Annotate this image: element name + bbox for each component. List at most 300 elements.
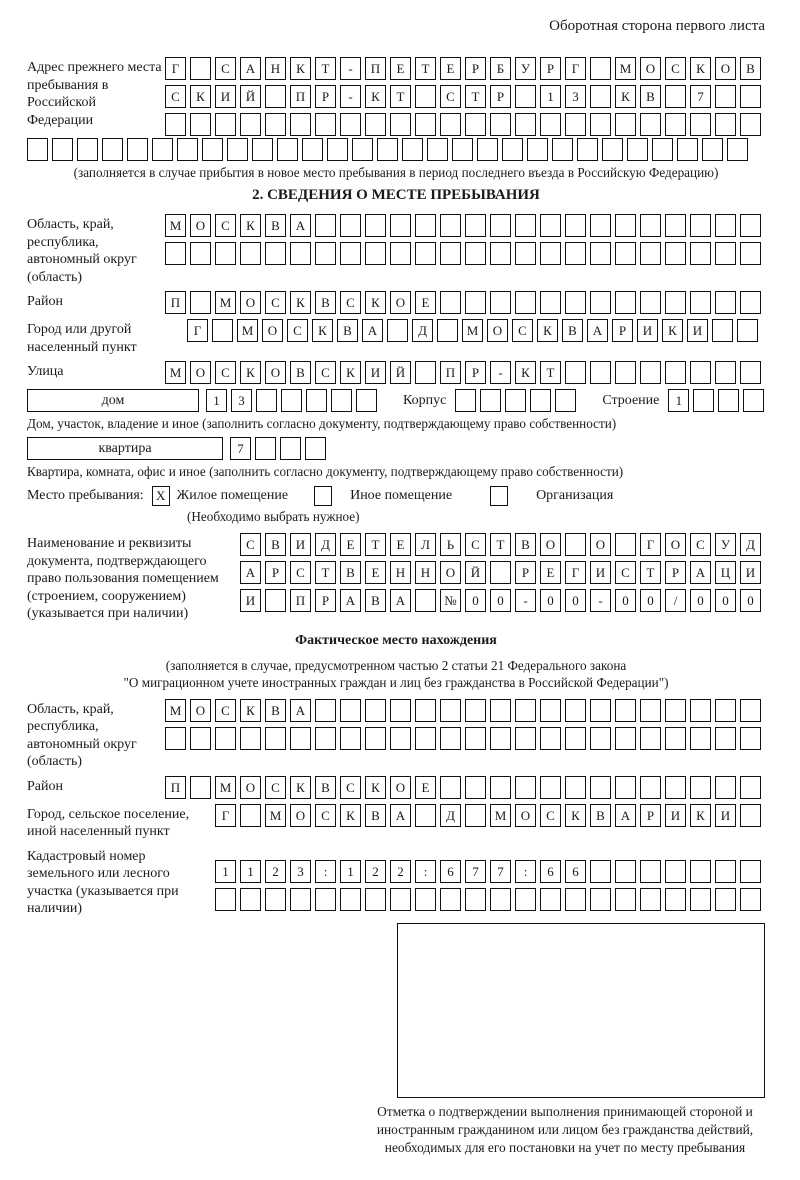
char-cell[interactable] — [590, 776, 611, 799]
char-cell[interactable] — [652, 138, 673, 161]
char-cell[interactable]: И — [637, 319, 658, 342]
char-cell[interactable]: К — [662, 319, 683, 342]
char-cell[interactable]: В — [365, 589, 386, 612]
char-cell[interactable]: К — [565, 804, 586, 827]
char-cell[interactable]: С — [315, 361, 336, 384]
char-cell[interactable] — [565, 291, 586, 314]
char-cell[interactable] — [565, 888, 586, 911]
char-cell[interactable]: 0 — [565, 589, 586, 612]
char-cell[interactable] — [437, 319, 458, 342]
char-cell[interactable]: И — [715, 804, 736, 827]
char-cell[interactable] — [665, 242, 686, 265]
char-cell[interactable]: С — [440, 85, 461, 108]
char-cell[interactable] — [281, 389, 302, 412]
char-cell[interactable] — [615, 214, 636, 237]
char-cell[interactable] — [565, 113, 586, 136]
char-cell[interactable] — [565, 214, 586, 237]
char-cell[interactable] — [415, 804, 436, 827]
char-cell[interactable]: С — [315, 804, 336, 827]
char-cell[interactable]: С — [290, 561, 311, 584]
char-cell[interactable] — [165, 242, 186, 265]
char-cell[interactable]: 6 — [440, 860, 461, 883]
char-cell[interactable] — [280, 437, 301, 460]
char-cell[interactable] — [340, 214, 361, 237]
char-cell[interactable] — [740, 291, 761, 314]
char-cell[interactable]: 3 — [290, 860, 311, 883]
char-cell[interactable]: 0 — [490, 589, 511, 612]
char-cell[interactable]: 0 — [740, 589, 761, 612]
char-cell[interactable] — [540, 699, 561, 722]
char-cell[interactable] — [718, 389, 739, 412]
char-cell[interactable] — [177, 138, 198, 161]
char-cell[interactable] — [390, 727, 411, 750]
char-cell[interactable] — [740, 242, 761, 265]
char-cell[interactable]: О — [665, 533, 686, 556]
char-cell[interactable]: Р — [465, 361, 486, 384]
char-cell[interactable] — [627, 138, 648, 161]
char-cell[interactable] — [665, 85, 686, 108]
char-cell[interactable]: Й — [240, 85, 261, 108]
char-cell[interactable] — [315, 888, 336, 911]
char-cell[interactable] — [690, 214, 711, 237]
char-cell[interactable] — [515, 291, 536, 314]
char-cell[interactable]: 7 — [690, 85, 711, 108]
char-cell[interactable] — [640, 699, 661, 722]
char-cell[interactable] — [365, 699, 386, 722]
char-cell[interactable] — [365, 113, 386, 136]
char-cell[interactable]: 2 — [390, 860, 411, 883]
char-cell[interactable]: - — [340, 57, 361, 80]
char-cell[interactable] — [27, 138, 48, 161]
char-cell[interactable]: К — [515, 361, 536, 384]
char-cell[interactable]: С — [665, 57, 686, 80]
char-cell[interactable]: Т — [365, 533, 386, 556]
char-cell[interactable] — [577, 138, 598, 161]
char-cell[interactable]: Т — [415, 57, 436, 80]
char-cell[interactable]: - — [590, 589, 611, 612]
char-cell[interactable] — [640, 888, 661, 911]
char-cell[interactable]: Р — [315, 85, 336, 108]
char-cell[interactable] — [440, 776, 461, 799]
char-cell[interactable]: Р — [315, 589, 336, 612]
char-cell[interactable] — [356, 389, 377, 412]
char-cell[interactable] — [265, 888, 286, 911]
char-cell[interactable]: М — [462, 319, 483, 342]
char-cell[interactable] — [440, 727, 461, 750]
char-cell[interactable]: Р — [665, 561, 686, 584]
char-cell[interactable] — [390, 242, 411, 265]
char-cell[interactable] — [740, 361, 761, 384]
char-cell[interactable] — [540, 291, 561, 314]
char-cell[interactable] — [465, 113, 486, 136]
char-cell[interactable]: В — [640, 85, 661, 108]
char-cell[interactable] — [640, 214, 661, 237]
char-cell[interactable]: О — [190, 361, 211, 384]
char-cell[interactable]: Е — [365, 561, 386, 584]
char-cell[interactable]: П — [165, 291, 186, 314]
char-cell[interactable]: Ь — [440, 533, 461, 556]
char-cell[interactable]: С — [215, 57, 236, 80]
char-cell[interactable]: С — [215, 214, 236, 237]
char-cell[interactable] — [740, 804, 761, 827]
char-cell[interactable]: Г — [565, 561, 586, 584]
char-cell[interactable] — [615, 860, 636, 883]
char-cell[interactable] — [490, 727, 511, 750]
char-cell[interactable]: А — [340, 589, 361, 612]
char-cell[interactable] — [265, 113, 286, 136]
char-cell[interactable]: К — [290, 776, 311, 799]
char-cell[interactable] — [365, 242, 386, 265]
char-cell[interactable] — [690, 113, 711, 136]
char-cell[interactable] — [212, 319, 233, 342]
char-cell[interactable]: 1 — [215, 860, 236, 883]
char-cell[interactable] — [740, 888, 761, 911]
char-cell[interactable]: И — [687, 319, 708, 342]
char-cell[interactable]: 0 — [465, 589, 486, 612]
char-cell[interactable]: 6 — [565, 860, 586, 883]
char-cell[interactable]: О — [190, 699, 211, 722]
char-cell[interactable] — [290, 888, 311, 911]
char-cell[interactable]: Т — [390, 85, 411, 108]
char-cell[interactable] — [340, 113, 361, 136]
char-cell[interactable] — [352, 138, 373, 161]
char-cell[interactable]: А — [390, 804, 411, 827]
char-cell[interactable] — [615, 242, 636, 265]
char-cell[interactable]: К — [537, 319, 558, 342]
char-cell[interactable] — [327, 138, 348, 161]
char-cell[interactable] — [440, 242, 461, 265]
char-cell[interactable] — [565, 242, 586, 265]
char-cell[interactable] — [715, 699, 736, 722]
char-cell[interactable] — [665, 727, 686, 750]
char-cell[interactable] — [215, 242, 236, 265]
char-cell[interactable]: 1 — [340, 860, 361, 883]
char-cell[interactable] — [290, 727, 311, 750]
char-cell[interactable] — [415, 242, 436, 265]
char-cell[interactable]: И — [240, 589, 261, 612]
char-cell[interactable] — [440, 888, 461, 911]
char-cell[interactable] — [505, 389, 526, 412]
char-cell[interactable]: № — [440, 589, 461, 612]
char-cell[interactable]: 0 — [690, 589, 711, 612]
char-cell[interactable]: Е — [540, 561, 561, 584]
char-cell[interactable]: 3 — [231, 389, 252, 412]
char-cell[interactable] — [540, 776, 561, 799]
char-cell[interactable] — [490, 113, 511, 136]
char-cell[interactable]: Й — [390, 361, 411, 384]
char-cell[interactable] — [665, 214, 686, 237]
char-cell[interactable]: В — [290, 361, 311, 384]
char-cell[interactable] — [465, 214, 486, 237]
char-cell[interactable] — [427, 138, 448, 161]
char-cell[interactable] — [415, 361, 436, 384]
char-cell[interactable]: С — [165, 85, 186, 108]
char-cell[interactable]: 0 — [615, 589, 636, 612]
char-cell[interactable] — [690, 699, 711, 722]
char-cell[interactable] — [440, 699, 461, 722]
char-cell[interactable]: В — [315, 776, 336, 799]
char-cell[interactable] — [465, 727, 486, 750]
char-cell[interactable]: 0 — [540, 589, 561, 612]
char-cell[interactable] — [315, 113, 336, 136]
char-cell[interactable]: Т — [465, 85, 486, 108]
char-cell[interactable] — [565, 533, 586, 556]
char-cell[interactable] — [480, 389, 501, 412]
char-cell[interactable] — [640, 361, 661, 384]
char-cell[interactable]: : — [515, 860, 536, 883]
char-cell[interactable]: К — [190, 85, 211, 108]
char-cell[interactable] — [190, 291, 211, 314]
char-cell[interactable] — [715, 85, 736, 108]
char-cell[interactable]: С — [615, 561, 636, 584]
char-cell[interactable]: Е — [390, 533, 411, 556]
char-cell[interactable] — [715, 291, 736, 314]
char-cell[interactable] — [240, 888, 261, 911]
char-cell[interactable]: О — [190, 214, 211, 237]
char-cell[interactable]: Р — [490, 85, 511, 108]
char-cell[interactable]: С — [265, 291, 286, 314]
char-cell[interactable] — [190, 776, 211, 799]
char-cell[interactable]: О — [290, 804, 311, 827]
char-cell[interactable]: 1 — [240, 860, 261, 883]
char-cell[interactable] — [590, 113, 611, 136]
char-cell[interactable]: С — [215, 361, 236, 384]
char-cell[interactable] — [690, 291, 711, 314]
char-cell[interactable]: Й — [465, 561, 486, 584]
char-cell[interactable] — [190, 727, 211, 750]
char-cell[interactable] — [465, 699, 486, 722]
char-cell[interactable] — [665, 291, 686, 314]
char-cell[interactable]: Е — [415, 776, 436, 799]
char-cell[interactable]: Е — [390, 57, 411, 80]
char-cell[interactable]: С — [287, 319, 308, 342]
char-cell[interactable]: М — [215, 291, 236, 314]
char-cell[interactable]: О — [590, 533, 611, 556]
char-cell[interactable] — [390, 113, 411, 136]
char-cell[interactable] — [665, 361, 686, 384]
char-cell[interactable] — [715, 727, 736, 750]
char-cell[interactable]: Р — [465, 57, 486, 80]
char-cell[interactable] — [240, 804, 261, 827]
char-cell[interactable]: Р — [540, 57, 561, 80]
char-cell[interactable]: П — [165, 776, 186, 799]
char-cell[interactable]: К — [365, 85, 386, 108]
char-cell[interactable] — [515, 727, 536, 750]
char-cell[interactable]: П — [365, 57, 386, 80]
char-cell[interactable] — [315, 214, 336, 237]
char-cell[interactable]: - — [515, 589, 536, 612]
char-cell[interactable] — [690, 727, 711, 750]
char-cell[interactable] — [552, 138, 573, 161]
char-cell[interactable] — [615, 291, 636, 314]
char-cell[interactable] — [740, 727, 761, 750]
char-cell[interactable] — [215, 888, 236, 911]
char-cell[interactable] — [640, 113, 661, 136]
char-cell[interactable] — [540, 727, 561, 750]
char-cell[interactable] — [477, 138, 498, 161]
char-cell[interactable] — [590, 57, 611, 80]
char-cell[interactable]: 1 — [668, 389, 689, 412]
char-cell[interactable]: С — [240, 533, 261, 556]
char-cell[interactable] — [540, 888, 561, 911]
char-cell[interactable] — [727, 138, 748, 161]
char-cell[interactable] — [715, 860, 736, 883]
char-cell[interactable] — [305, 437, 326, 460]
char-cell[interactable]: 1 — [540, 85, 561, 108]
char-cell[interactable]: А — [240, 57, 261, 80]
char-cell[interactable] — [256, 389, 277, 412]
char-cell[interactable]: Д — [440, 804, 461, 827]
char-cell[interactable] — [415, 727, 436, 750]
char-cell[interactable]: С — [340, 291, 361, 314]
char-cell[interactable] — [265, 727, 286, 750]
char-cell[interactable]: С — [540, 804, 561, 827]
char-cell[interactable] — [515, 699, 536, 722]
char-cell[interactable] — [615, 361, 636, 384]
char-cell[interactable]: И — [665, 804, 686, 827]
char-cell[interactable] — [215, 113, 236, 136]
char-cell[interactable]: К — [240, 214, 261, 237]
char-cell[interactable] — [615, 888, 636, 911]
char-cell[interactable]: 2 — [365, 860, 386, 883]
char-cell[interactable]: В — [337, 319, 358, 342]
char-cell[interactable] — [190, 57, 211, 80]
char-cell[interactable] — [540, 113, 561, 136]
char-cell[interactable] — [665, 888, 686, 911]
char-cell[interactable]: А — [362, 319, 383, 342]
char-cell[interactable]: М — [615, 57, 636, 80]
char-cell[interactable] — [127, 138, 148, 161]
char-cell[interactable]: Р — [640, 804, 661, 827]
char-cell[interactable]: Е — [415, 291, 436, 314]
char-cell[interactable] — [240, 727, 261, 750]
char-cell[interactable] — [715, 776, 736, 799]
char-cell[interactable]: А — [290, 699, 311, 722]
char-cell[interactable]: Г — [165, 57, 186, 80]
char-cell[interactable]: А — [587, 319, 608, 342]
char-cell[interactable]: В — [515, 533, 536, 556]
char-cell[interactable]: П — [290, 85, 311, 108]
char-cell[interactable]: О — [240, 776, 261, 799]
char-cell[interactable] — [530, 389, 551, 412]
char-cell[interactable]: - — [340, 85, 361, 108]
char-cell[interactable] — [415, 888, 436, 911]
char-cell[interactable] — [365, 727, 386, 750]
house-type-box[interactable]: дом — [27, 389, 199, 412]
char-cell[interactable]: Т — [540, 361, 561, 384]
char-cell[interactable] — [340, 699, 361, 722]
char-cell[interactable] — [665, 860, 686, 883]
char-cell[interactable]: С — [215, 699, 236, 722]
char-cell[interactable]: У — [715, 533, 736, 556]
char-cell[interactable] — [615, 776, 636, 799]
char-cell[interactable]: : — [415, 860, 436, 883]
char-cell[interactable] — [340, 727, 361, 750]
char-cell[interactable] — [490, 776, 511, 799]
char-cell[interactable]: 7 — [490, 860, 511, 883]
char-cell[interactable]: Р — [612, 319, 633, 342]
char-cell[interactable] — [252, 138, 273, 161]
char-cell[interactable] — [565, 776, 586, 799]
char-cell[interactable] — [590, 214, 611, 237]
char-cell[interactable] — [490, 561, 511, 584]
char-cell[interactable] — [740, 85, 761, 108]
char-cell[interactable] — [602, 138, 623, 161]
char-cell[interactable] — [490, 242, 511, 265]
char-cell[interactable]: 0 — [640, 589, 661, 612]
char-cell[interactable]: Т — [490, 533, 511, 556]
char-cell[interactable]: А — [690, 561, 711, 584]
char-cell[interactable]: Е — [340, 533, 361, 556]
char-cell[interactable] — [190, 242, 211, 265]
char-cell[interactable]: М — [165, 699, 186, 722]
char-cell[interactable]: 3 — [565, 85, 586, 108]
char-cell[interactable] — [740, 699, 761, 722]
char-cell[interactable] — [306, 389, 327, 412]
char-cell[interactable]: В — [265, 699, 286, 722]
char-cell[interactable] — [590, 699, 611, 722]
char-cell[interactable] — [665, 699, 686, 722]
char-cell[interactable] — [340, 242, 361, 265]
char-cell[interactable] — [387, 319, 408, 342]
char-cell[interactable] — [415, 589, 436, 612]
char-cell[interactable]: 7 — [230, 437, 251, 460]
char-cell[interactable]: Г — [565, 57, 586, 80]
char-cell[interactable] — [715, 888, 736, 911]
apartment-type-box[interactable]: квартира — [27, 437, 223, 460]
char-cell[interactable] — [555, 389, 576, 412]
char-cell[interactable] — [693, 389, 714, 412]
char-cell[interactable] — [540, 242, 561, 265]
char-cell[interactable]: О — [240, 291, 261, 314]
char-cell[interactable]: Б — [490, 57, 511, 80]
char-cell[interactable]: Е — [440, 57, 461, 80]
char-cell[interactable] — [740, 214, 761, 237]
char-cell[interactable] — [515, 214, 536, 237]
char-cell[interactable]: В — [562, 319, 583, 342]
char-cell[interactable] — [255, 437, 276, 460]
char-cell[interactable]: О — [540, 533, 561, 556]
char-cell[interactable]: 7 — [465, 860, 486, 883]
char-cell[interactable]: В — [265, 214, 286, 237]
char-cell[interactable] — [302, 138, 323, 161]
char-cell[interactable] — [677, 138, 698, 161]
char-cell[interactable]: М — [265, 804, 286, 827]
char-cell[interactable] — [52, 138, 73, 161]
char-cell[interactable] — [452, 138, 473, 161]
char-cell[interactable] — [565, 699, 586, 722]
char-cell[interactable] — [565, 361, 586, 384]
char-cell[interactable] — [615, 113, 636, 136]
char-cell[interactable]: Т — [315, 57, 336, 80]
char-cell[interactable]: К — [340, 361, 361, 384]
char-cell[interactable] — [715, 242, 736, 265]
char-cell[interactable]: 1 — [206, 389, 227, 412]
char-cell[interactable] — [590, 860, 611, 883]
char-cell[interactable]: К — [240, 361, 261, 384]
char-cell[interactable] — [515, 888, 536, 911]
char-cell[interactable] — [737, 319, 758, 342]
char-cell[interactable]: В — [365, 804, 386, 827]
char-cell[interactable] — [455, 389, 476, 412]
char-cell[interactable]: О — [265, 361, 286, 384]
char-cell[interactable] — [640, 776, 661, 799]
char-cell[interactable] — [615, 699, 636, 722]
char-cell[interactable]: С — [690, 533, 711, 556]
char-cell[interactable] — [615, 727, 636, 750]
char-cell[interactable]: Д — [315, 533, 336, 556]
char-cell[interactable] — [590, 85, 611, 108]
